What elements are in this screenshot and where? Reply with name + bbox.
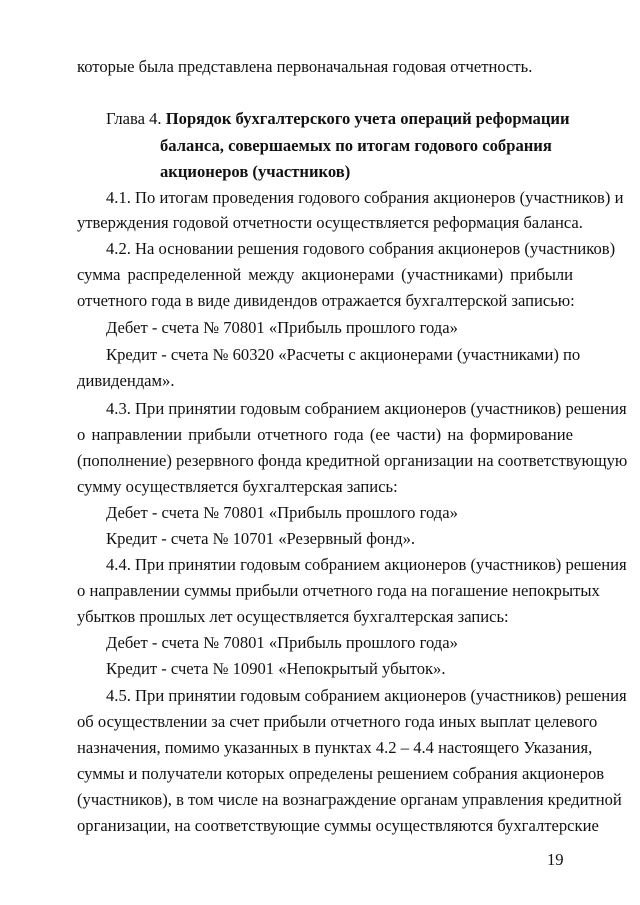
credit-entry-continued: дивидендам». <box>77 371 175 390</box>
paragraph-4-5-line: организации, на соответствующие суммы осуществляются бухгалтерские <box>77 816 599 835</box>
debit-entry: Дебет - счета № 70801 «Прибыль прошлого года» <box>106 318 458 337</box>
paragraph-4-2-line: сумма распределенной между акционерами (участниками) прибыли <box>77 265 573 284</box>
paragraph-4-3-line: 4.3. При принятии годовым собранием акционеров (участников) решения <box>106 399 627 418</box>
debit-entry: Дебет - счета № 70801 «Прибыль прошлого года» <box>106 633 458 652</box>
text-line: которые была представлена первоначальная годовая отчетность. <box>77 57 533 76</box>
paragraph-4-4-line: убытков прошлых лет осуществляется бухгалтерская запись: <box>77 607 509 626</box>
credit-entry: Кредит - счета № 60320 «Расчеты с акционерами (участниками) по <box>106 345 581 364</box>
paragraph-4-5-line: назначения, помимо указанных в пунктах 4.2 – 4.4 настоящего Указания, <box>77 738 593 757</box>
page-number: 19 <box>547 850 564 869</box>
chapter-heading <box>106 109 570 129</box>
paragraph-4-2-line: 4.2. На основании решения годового собрания акционеров (участников) <box>106 239 616 258</box>
chapter-title-line-2: баланса, совершаемых по итогам годового собрания <box>160 136 552 155</box>
paragraph-4-3-line: (пополнение) резервного фонда кредитной организации на соответствующую <box>77 451 628 470</box>
credit-entry: Кредит - счета № 10701 «Резервный фонд». <box>106 529 416 548</box>
paragraph-4-1-line: 4.1. По итогам проведения годового собрания акционеров (участников) и <box>106 188 624 207</box>
debit-entry: Дебет - счета № 70801 «Прибыль прошлого года» <box>106 503 458 522</box>
chapter-title-line-1: Порядок бухгалтерского учета операций реформации <box>165 109 570 128</box>
paragraph-4-1-line: утверждения годовой отчетности осуществляется реформация баланса. <box>77 213 583 232</box>
paragraph-4-3-line: о направлении прибыли отчетного года (ее части) на формирование <box>77 425 573 444</box>
credit-entry: Кредит - счета № 10901 «Непокрытый убыток». <box>106 659 446 678</box>
paragraph-4-5-line: (участников), в том числе на вознаграждение органам управления кредитной <box>77 790 622 809</box>
chapter-label: Глава 4. <box>106 109 162 128</box>
chapter-title-line-3: акционеров (участников) <box>160 162 351 181</box>
paragraph-4-4-line: о направлении суммы прибыли отчетного года на погашение непокрытых <box>77 581 600 600</box>
paragraph-4-5-line: 4.5. При принятии годовым собранием акционеров (участников) решения <box>106 686 627 705</box>
paragraph-4-4-line: 4.4. При принятии годовым собранием акционеров (участников) решения <box>106 555 627 574</box>
paragraph-4-5-line: суммы и получатели которых определены решением собрания акционеров <box>77 764 605 783</box>
paragraph-4-2-line: отчетного года в виде дивидендов отражается бухгалтерской записью: <box>77 291 575 310</box>
paragraph-4-3-line: сумму осуществляется бухгалтерская запись: <box>77 477 398 496</box>
paragraph-4-5-line: об осуществлении за счет прибыли отчетного года иных выплат целевого <box>77 712 598 731</box>
